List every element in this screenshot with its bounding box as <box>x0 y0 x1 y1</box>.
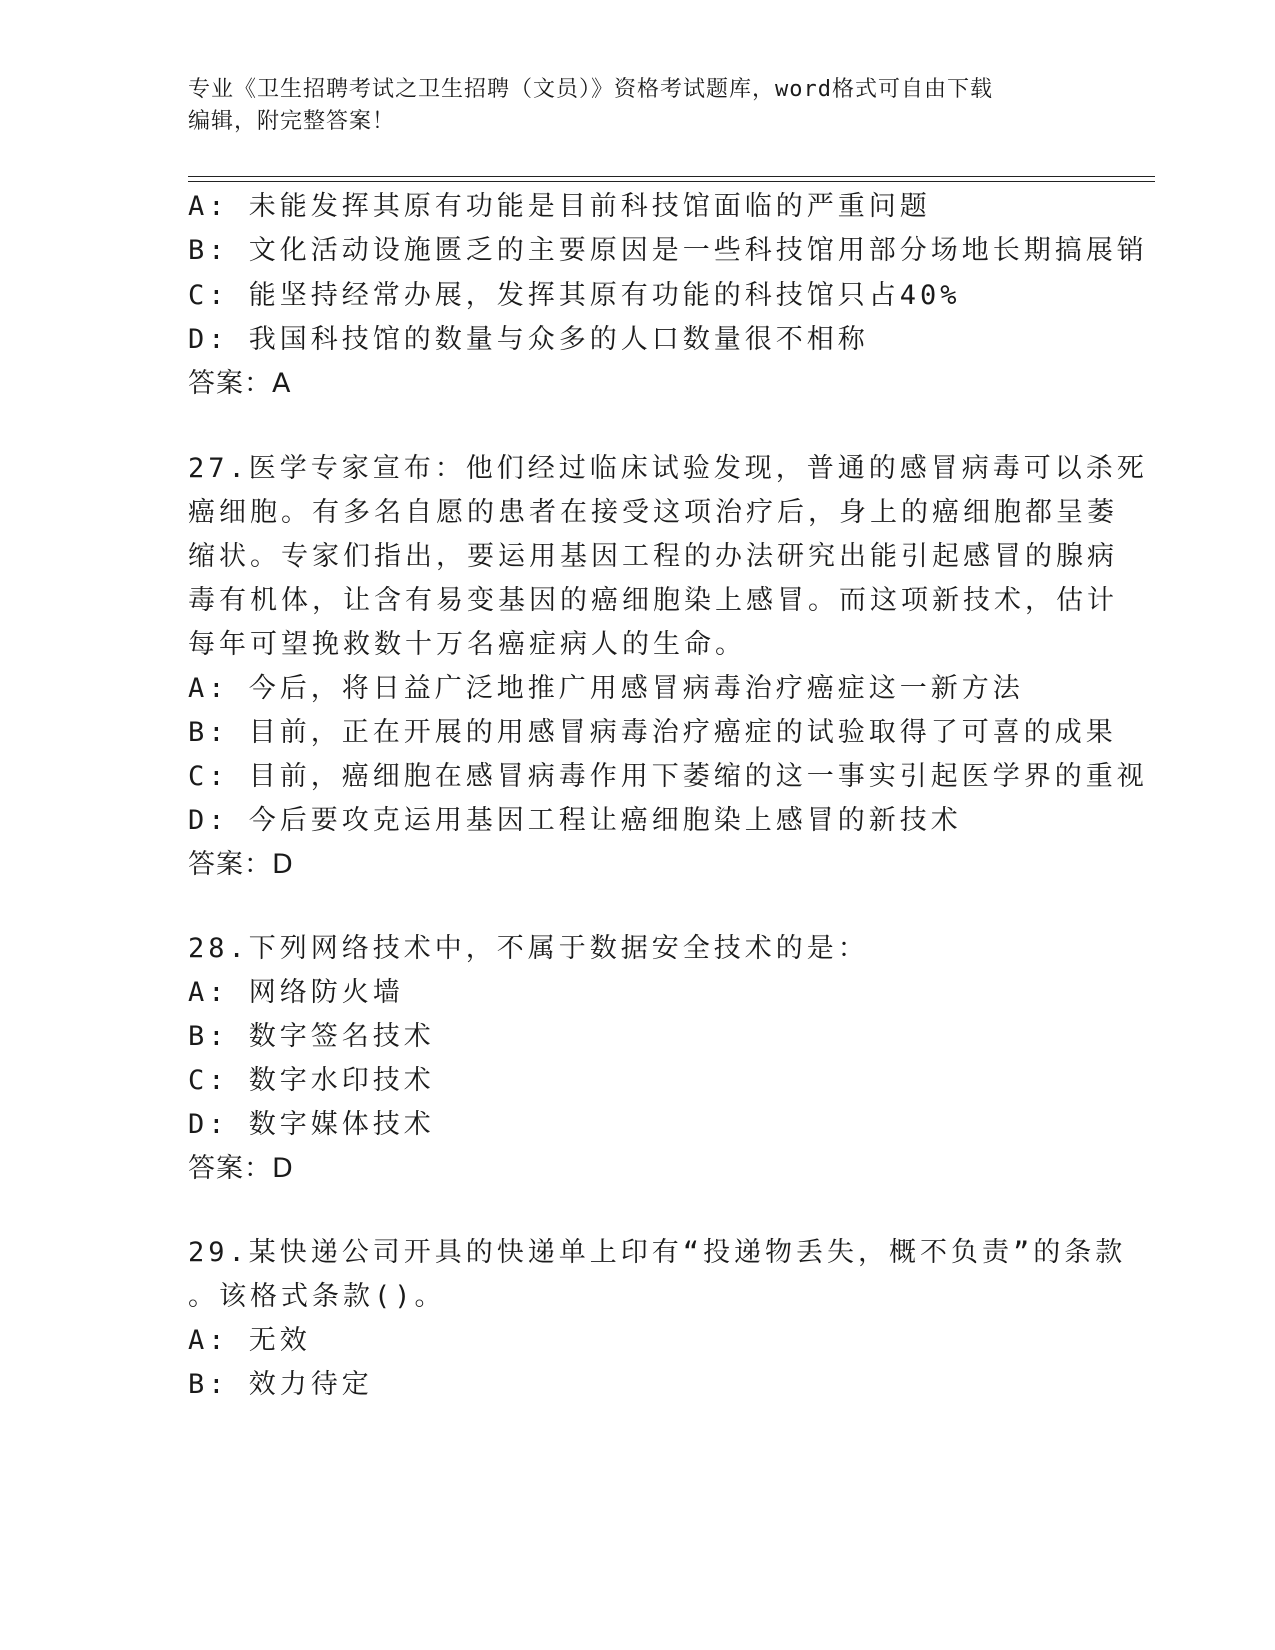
q27-stem-line-4: 毒有机体，让含有易变基因的癌细胞染上感冒。而这项新技术，估计 <box>188 585 1118 616</box>
q27-option-d: D: 今后要攻克运用基因工程让癌细胞染上感冒的新技术 <box>188 805 962 836</box>
q26-option-c: C: 能坚持经常办展，发挥其原有功能的科技馆只占40% <box>188 280 961 311</box>
q26-option-d: D: 我国科技馆的数量与众多的人口数量很不相称 <box>188 324 869 355</box>
q29-stem-line-2: 。该格式条款()。 <box>188 1281 446 1312</box>
q28-answer: 答案：D <box>188 1153 294 1184</box>
header-line-1: 专业《卫生招聘考试之卫生招聘（文员）》资格考试题库，word格式可自由下载 <box>188 77 993 102</box>
header-line-2: 编辑，附完整答案！ <box>188 109 396 134</box>
q28-option-c: C: 数字水印技术 <box>188 1065 435 1096</box>
q27-answer: 答案：D <box>188 849 294 880</box>
q26-answer: 答案：A <box>188 368 292 399</box>
q26-option-b: B: 文化活动设施匮乏的主要原因是一些科技馆用部分场地长期搞展销 <box>188 235 1148 266</box>
q29-option-a: A: 无效 <box>188 1325 311 1356</box>
q27-option-b: B: 目前，正在开展的用感冒病毒治疗癌症的试验取得了可喜的成果 <box>188 717 1117 748</box>
q28-option-d: D: 数字媒体技术 <box>188 1109 435 1140</box>
q27-stem-line-1: 27.医学专家宣布：他们经过临床试验发现，普通的感冒病毒可以杀死 <box>188 453 1148 484</box>
q27-option-c: C: 目前，癌细胞在感冒病毒作用下萎缩的这一事实引起医学界的重视 <box>188 761 1148 792</box>
q27-stem-line-3: 缩状。专家们指出，要运用基因工程的办法研究出能引起感冒的腺病 <box>188 541 1118 572</box>
q26-option-a: A: 未能发挥其原有功能是目前科技馆面临的严重问题 <box>188 191 931 222</box>
q29-option-b: B: 效力待定 <box>188 1369 373 1400</box>
header-divider-bottom <box>188 181 1155 182</box>
q27-stem-line-2: 癌细胞。有多名自愿的患者在接受这项治疗后，身上的癌细胞都呈萎 <box>188 497 1118 528</box>
q27-option-a: A: 今后，将日益广泛地推广用感冒病毒治疗癌症这一新方法 <box>188 673 1024 704</box>
header-divider-top <box>188 176 1155 177</box>
q27-stem-line-5: 每年可望挽救数十万名癌症病人的生命。 <box>188 629 746 660</box>
q28-option-b: B: 数字签名技术 <box>188 1021 435 1052</box>
document-header <box>188 74 1088 138</box>
q29-stem-line-1: 29.某快递公司开具的快递单上印有“投递物丢失，概不负责”的条款 <box>188 1237 1127 1268</box>
q28-stem: 28.下列网络技术中，不属于数据安全技术的是： <box>188 933 869 964</box>
q28-option-a: A: 网络防火墙 <box>188 977 404 1008</box>
